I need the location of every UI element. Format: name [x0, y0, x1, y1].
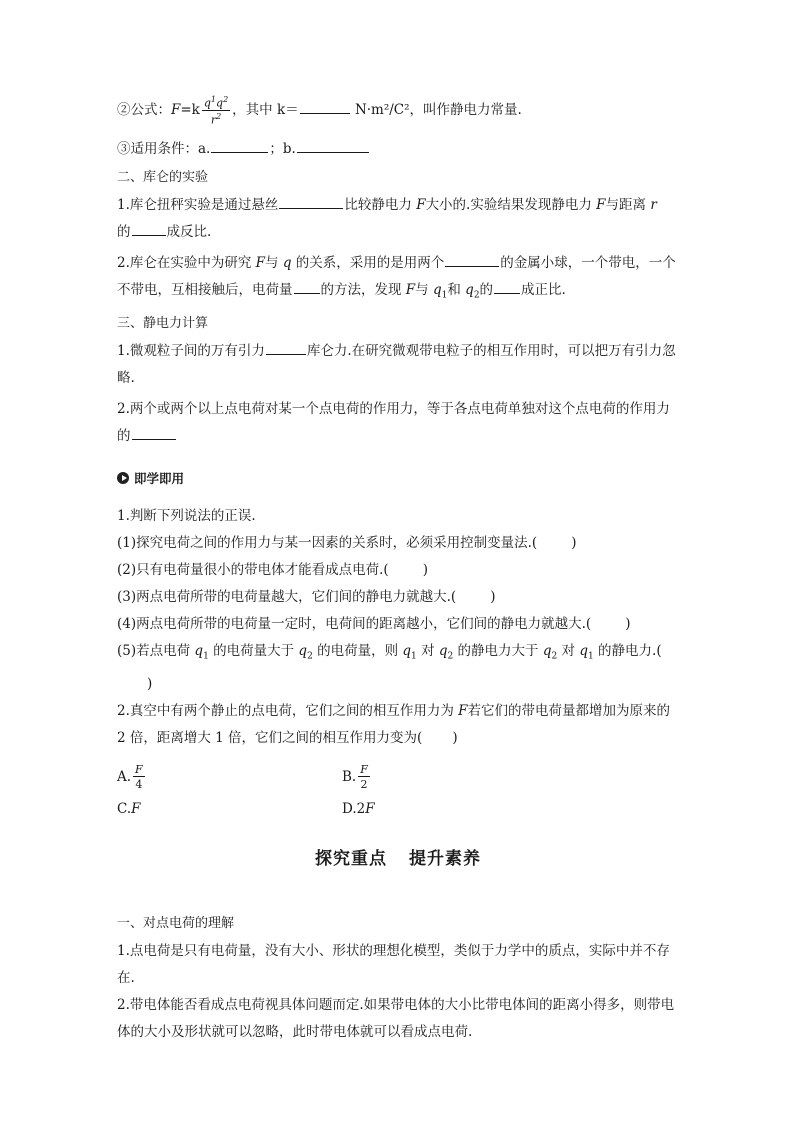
section-title-experiment: 二、库仑的实验 [117, 170, 209, 186]
blank-gravitation[interactable] [266, 341, 306, 355]
paragraph-point-charge-2: 2.带电体能否看成点电荷视具体问题而定.如果带电体的大小比带电体间的距离小得多，则带电体的大小及形状就可以忽略，此时带电体就可以看成点电荷. [117, 996, 675, 1040]
formula-F: F [171, 102, 181, 119]
play-circle-icon [117, 472, 129, 484]
conditions-line: ③适用条件：a. ；b. [117, 139, 679, 159]
option-d[interactable]: D.2 F [342, 800, 375, 817]
jixue-label: 即学即用 [134, 471, 185, 486]
paragraph-torsion-balance: 1.库仑扭秤实验是通过悬丝 比较静电力 F大小的.实验结果发现静电力 F与距离 r 的 成反比. [117, 197, 657, 241]
q2-options [117, 760, 679, 820]
formula-mid: ，其中 k＝ [232, 102, 299, 119]
option-a-fraction: $\frac{F}{4}$ [135, 762, 143, 791]
section-title-point-charge: 一、对点电荷的理解 [117, 915, 235, 931]
formula-line [117, 96, 679, 125]
option-b-fraction: $\frac{F}{2}$ [360, 762, 368, 791]
blank-product[interactable] [494, 280, 520, 294]
paragraph-superposition: 2.两个或两个以上点电荷对某一个点电荷的作用力，等于各点电荷单独对这个点电荷的作用力的 [117, 401, 670, 444]
paragraph-charge-method: 2.库仑在实验中为研究 F与 q 的关系，采用的是用两个 的金属小球，一个带电，一个不带电，互相接触后，电荷量 的方法，发现 F与 $q_1$和 $q_2$的 成正比. [117, 255, 676, 301]
coulomb-fraction [202, 96, 230, 125]
q1-item-2: (2)只有电荷量很小的带电体才能看成点电荷.( ) [117, 562, 428, 578]
q1-item-1: (1)探究电荷之间的作用力与某一因素的关系时，必须采用控制变量法.( ) [117, 535, 577, 551]
blank-condition-b[interactable] [297, 139, 369, 153]
paragraph-point-charge-1: 1.点电荷是只有电荷量，没有大小、形状的理想化模型，类似于力学中的质点，实际中并不存在. [117, 942, 670, 986]
q1-item-4: (4)两点电荷所带的电荷量一定时，电荷间的距离越小，它们间的静电力就越大.( ) [117, 616, 631, 632]
formula-eq-k: =k [180, 102, 200, 119]
blank-torsion[interactable] [279, 195, 343, 209]
main-heading: 探究重点 提升素养 [315, 848, 481, 869]
q2-stem: 2.真空中有两个静止的点电荷，它们之间的相互作用力为 F若它们的带电荷量都增加为原来的 2 倍，距离增大 1 倍，它们之间的相互作用力变为( ) [117, 702, 671, 746]
fraction-numerator: $q^1q^2$ [203, 95, 229, 110]
option-b[interactable]: B. $\frac{F}{2}$ [342, 762, 368, 791]
q1-item-3: (3)两点电荷所带的电荷量越大，它们间的静电力就越大.( ) [117, 589, 496, 605]
blank-k[interactable] [300, 100, 350, 114]
q1-item-5: (5)若点电荷 $q_1$ 的电荷量大于 $q_2$ 的电荷量，则 $q_1$ 对 $q_2$ 的静电力大于 $q_2$ 对 $q_1$ 的静电力.() [117, 643, 662, 692]
blank-charge[interactable] [294, 280, 320, 294]
q1-intro: 1.判断下列说法的正误. [117, 508, 256, 524]
formula-prefix: ②公式： [117, 102, 171, 119]
option-c[interactable]: C. F [117, 800, 141, 817]
option-a[interactable]: A. $\frac{F}{4}$ [117, 762, 143, 791]
fraction-denominator: $r^2$ [210, 111, 222, 127]
blank-distance[interactable] [132, 222, 166, 236]
paragraph-gravitation: 1.微观粒子间的万有引力 库仑力.在研究微观带电粒子的相互作用时，可以把万有引力忽略. [117, 343, 676, 386]
page-content [117, 96, 679, 1046]
blank-spheres[interactable] [445, 253, 499, 267]
formula-unit: N·m²/C²，叫作静电力常量. [354, 102, 522, 119]
section-title-calculation: 三、静电力计算 [117, 316, 209, 331]
blank-superposition[interactable] [132, 426, 176, 440]
jixue-header [117, 469, 679, 487]
blank-condition-a[interactable] [211, 139, 268, 153]
